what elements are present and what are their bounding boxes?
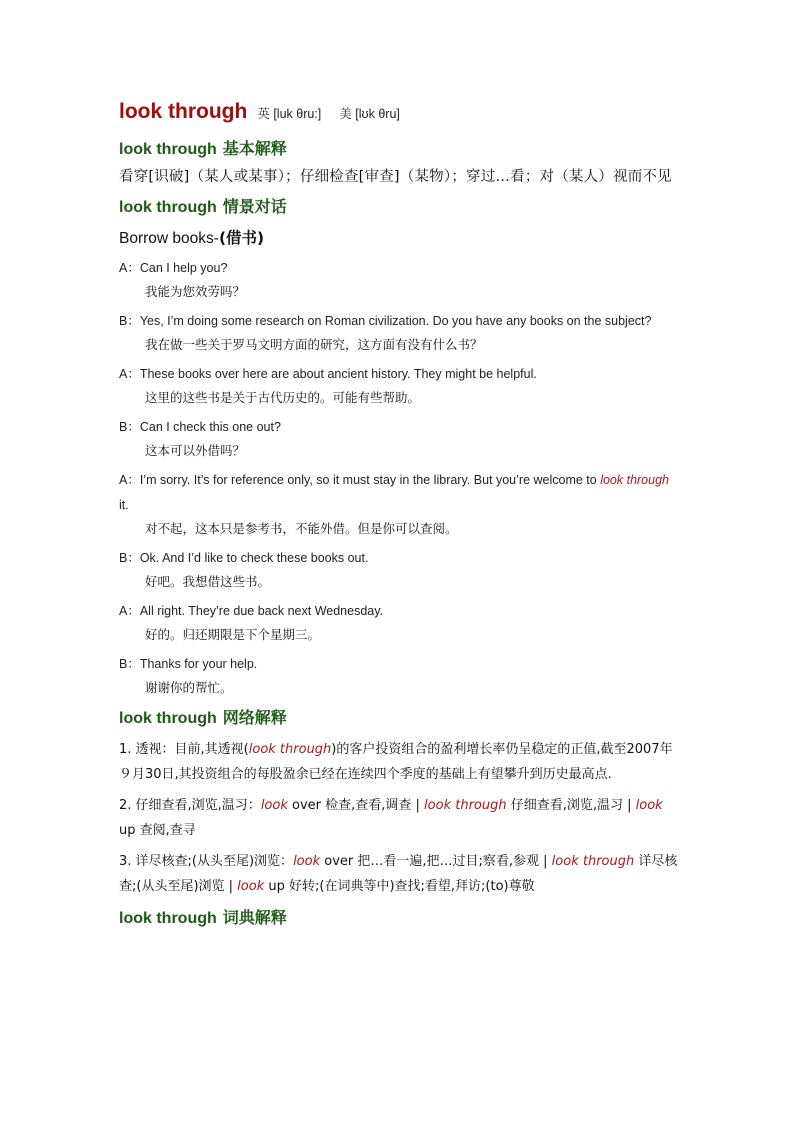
us-label: 美: [339, 107, 352, 121]
basic-meaning: 看穿[识破]（某人或某事）；仔细检查[审查]（某物）；穿过…看；对（某人）视而不见: [119, 169, 672, 185]
turn-english: [119, 468, 679, 518]
section-web-heading: [119, 705, 679, 731]
dialogue-title: [119, 226, 679, 250]
web-item-1: [119, 737, 679, 787]
web-item-2-d: up 查阅,查寻: [119, 823, 196, 838]
highlight-term: look: [293, 854, 321, 869]
highlight-term: look: [237, 879, 265, 894]
turn-english: A：These books over here are about ancient history. They might be helpful.: [119, 367, 537, 381]
web-item-3-a: 3. 详尽核查;(从头至尾)浏览：: [119, 854, 294, 869]
web-item-3-d: up 好转;(在词典等中)查找;看望,拜访;(to)尊敬: [264, 879, 535, 894]
dialogue-turn: [119, 599, 679, 646]
turn-chinese: 这本可以外借吗？: [145, 443, 246, 458]
highlight-term: look through: [248, 742, 332, 757]
uk-phonetic: [257, 104, 321, 122]
web-item-2-c: 仔细查看,浏览,温习 |: [506, 798, 636, 813]
turn-english: B：Thanks for your help.: [119, 657, 258, 671]
web-item-2-b: over 检查,查看,调查 |: [287, 798, 425, 813]
section-dialogue-heading: [119, 194, 679, 220]
section-dialogue-en: look through: [119, 199, 217, 216]
section-dict-heading: [119, 905, 679, 931]
dialogue-turn: [119, 546, 679, 593]
section-dict-en: look through: [119, 910, 217, 927]
turn-chinese: 这里的这些书是关于古代历史的。可能有些帮助。: [145, 390, 421, 405]
section-basic-zh: 基本解释: [222, 139, 287, 158]
web-item-2-a: 2. 仔细查看,浏览,温习：: [119, 798, 261, 813]
dialogue-title-zh: (借书): [218, 229, 265, 247]
highlight-term: look: [260, 798, 288, 813]
dialogue-title-en: Borrow books-: [119, 230, 219, 247]
us-phonetic: [339, 104, 400, 122]
web-item-3: [119, 849, 679, 899]
section-basic-heading: [119, 136, 679, 162]
highlight-term: look through: [424, 798, 507, 813]
web-item-3-b: over 把…看一遍,把…过目;察看,参观 |: [320, 854, 552, 869]
section-basic-en: look through: [119, 141, 217, 158]
turn-english: B：Yes, I’m doing some research on Roman civilization. Do you have any books on the subject?: [119, 314, 652, 328]
turn-chinese: 我在做一些关于罗马文明方面的研究，这方面有没有什么书？: [145, 337, 483, 352]
turn-chinese: 谢谢你的帮忙。: [145, 680, 233, 695]
turn-chinese: 好的。归还期限是下个星期三。: [145, 627, 321, 642]
uk-label: 英: [257, 107, 270, 121]
dialogue-turn: [119, 415, 679, 462]
section-dict-zh: 词典解释: [222, 908, 287, 927]
dialogue-turn: [119, 256, 679, 303]
web-item-3-c: 详尽核查;(从头至尾)浏览 |: [119, 854, 678, 894]
us-phonetic-text: [lʊk θru]: [355, 107, 400, 121]
turn-english-pre: A：I’m sorry. It’s for reference only, so it must stay in the library. But you’re welcome to: [119, 473, 601, 487]
turn-english-post: it.: [119, 498, 129, 512]
turn-chinese: 好吧。我想借这些书。: [145, 574, 271, 589]
uk-phonetic-text: [luk θru:]: [273, 107, 322, 121]
headword: look through: [119, 100, 248, 123]
highlight-term: look through: [600, 473, 669, 487]
content: [119, 100, 679, 931]
section-web-zh: 网络解释: [222, 708, 287, 727]
turn-english: B：Can I check this one out?: [119, 420, 281, 434]
dialogue-turn: [119, 468, 679, 540]
web-item-1-post: )的客户投资组合的盈利增长率仍呈稳定的正值,截至2007年９月30日,其投资组合的每股盈余已经在连续四个季度的基础上有望攀升到历史最高点.: [119, 742, 673, 782]
web-item-2: [119, 793, 679, 843]
dialogue-turn: [119, 652, 679, 699]
highlight-term: look: [635, 798, 663, 813]
section-dialogue-zh: 情景对话: [222, 197, 287, 216]
web-item-1-pre: 1. 透视：目前,其透视(: [119, 742, 249, 757]
title-line: [119, 100, 679, 136]
dialogue-turn: [119, 362, 679, 409]
turn-chinese: 对不起，这本只是参考书，不能外借。但是你可以查阅。: [145, 521, 458, 536]
dialogue-turn: [119, 309, 679, 356]
section-web-en: look through: [119, 710, 217, 727]
turn-chinese: 我能为您效劳吗？: [145, 284, 246, 299]
turn-english: B：Ok. And I’d like to check these books out.: [119, 551, 369, 565]
highlight-term: look through: [551, 854, 635, 869]
turn-english: A：All right. They’re due back next Wednesday.: [119, 604, 384, 618]
turn-english: A：Can I help you?: [119, 261, 228, 275]
